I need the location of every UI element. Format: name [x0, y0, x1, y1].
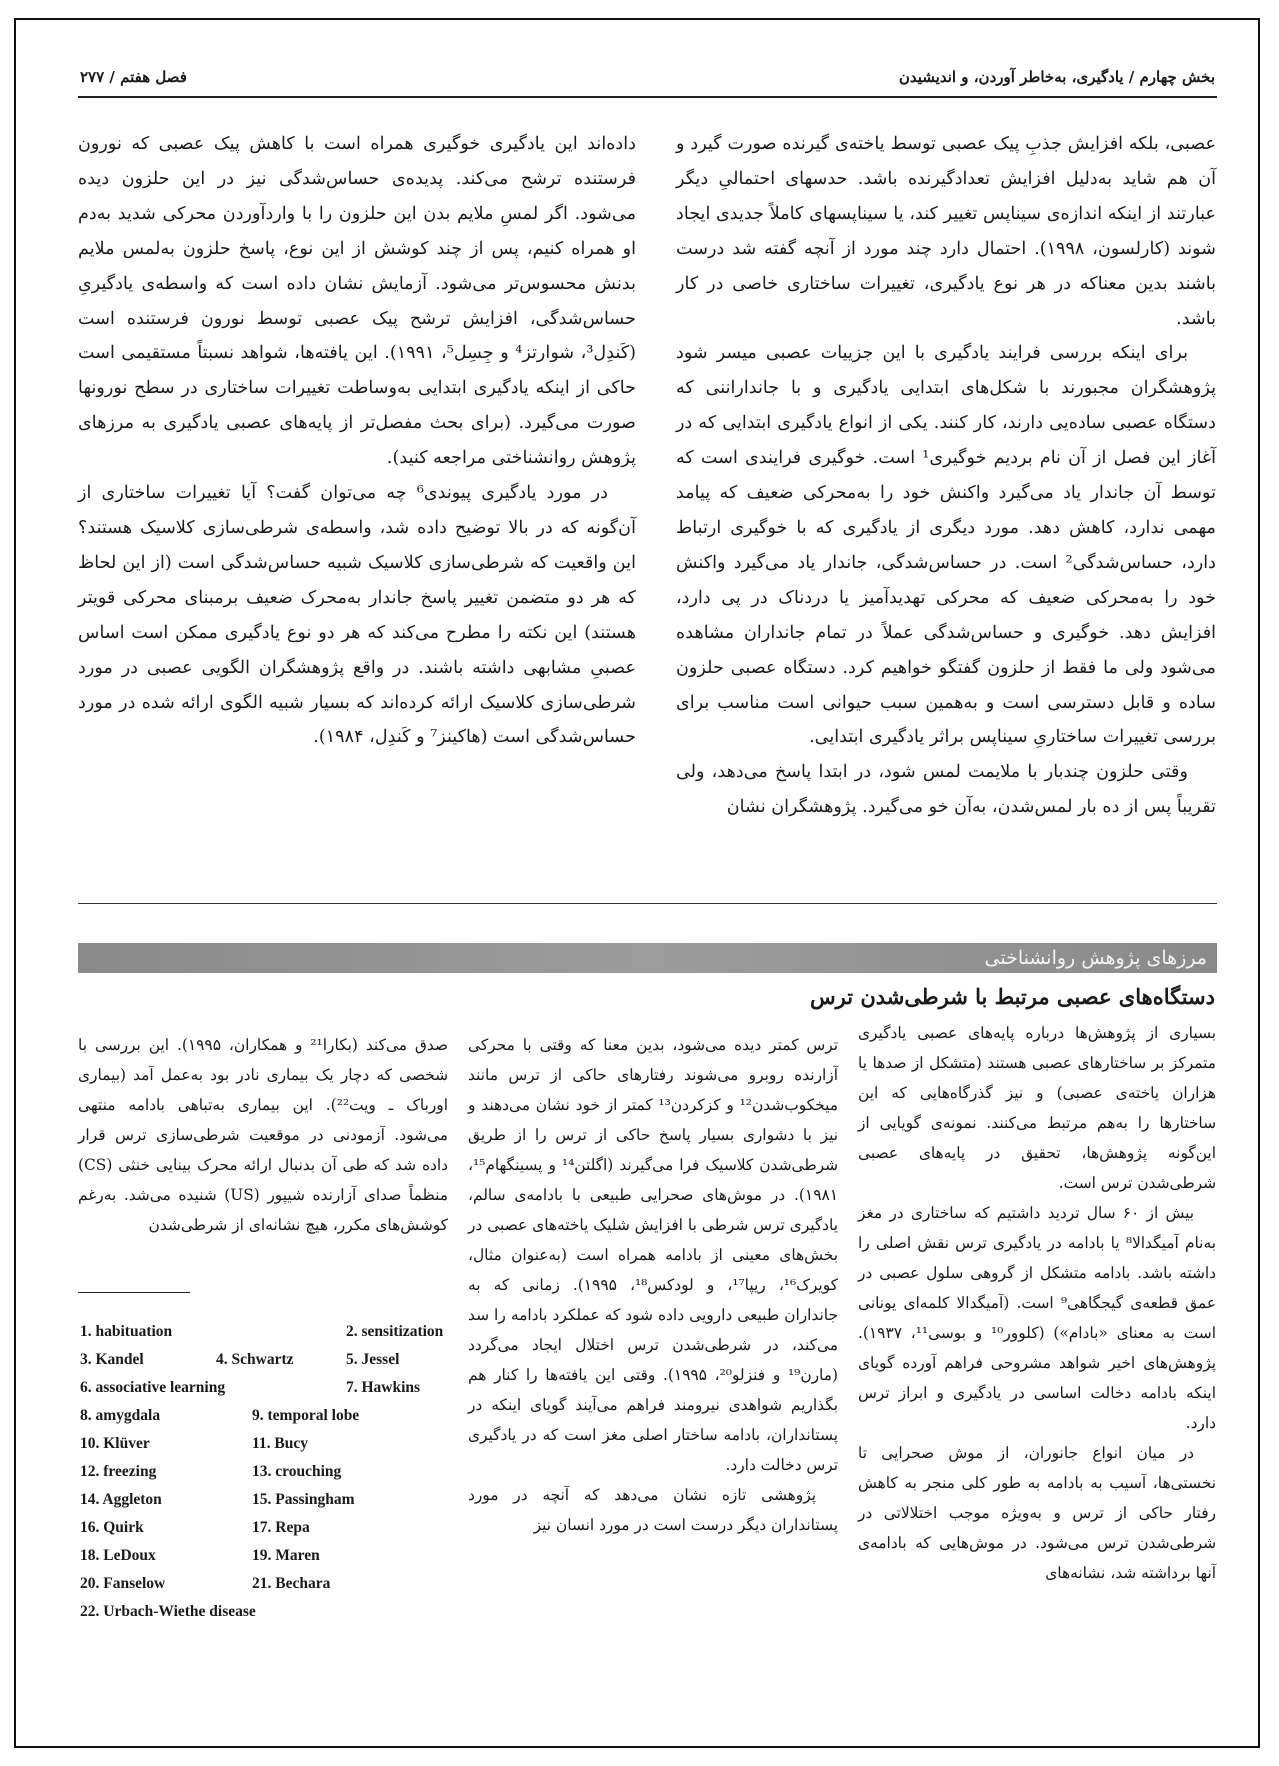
footnote: 14. Aggleton	[80, 1491, 162, 1508]
footnote: 16. Quirk	[80, 1519, 144, 1536]
paragraph: عصبی، بلکه افزایش جذبِ پیک عصبی توسط یاخته‌ی گیرنده صورت گیرد و آن هم شاید به‌دلیل افزایش تعدادگیرنده باشد. حدسهای احتمالیِ دیگر عبارتند از اینکه اندازه‌ی سیناپس تغییر کند، یا سیناپسهای کاملاً جدیدی ایجاد شوند (کارلسون، ۱۹۹۸). احتمال دارد چند مورد از آنچه گفته شد درست باشند بدین معناکه در هر نوع یادگیری، تغییرات ساختاری خاصی در کار باشد.	[676, 134, 1216, 329]
footnote: 12. freezing	[80, 1463, 157, 1480]
paragraph: در مورد یادگیری پیوندی⁶ چه می‌توان گفت؟ آیا تغییرات ساختاری از آن‌گونه که در بالا توضیح داده شد، واسطه‌ی شرطی‌سازی کلاسیک هستند؟ این واقعیت که شرطی‌سازی کلاسیک شبیه حساس‌شدگی است (از این لحاظ که هر دو متضمن تغییر پاسخ جاندار به‌محرک ضعیف برمبنای محرکی قویتر هستند) این نکته را مطرح می‌کند که هر دو نوع یادگیری ممکن است اساس عصبیِ مشابهی داشته باشند. در واقع پژوهشگران الگویی عصبی در مورد شرطی‌سازی کلاسیک ارائه کرده‌اند که بسیار شبیه الگوی ارائه شده در مورد حساس‌شدگی است (هاکینز⁷ و کَندِل، ۱۹۸۴).	[78, 483, 636, 748]
box-column-middle	[468, 1030, 838, 1540]
paragraph: ترس کمتر دیده می‌شود، بدین معنا که وقتی با محرکی آزارنده روبرو می‌شوند رفتارهای حاکی از ترس مانند میخکوب‌شدن¹² و کزکردن¹³ کمتر از خود نشان می‌دهند و نیز با دشواری بسیار پاسخ حاکی از ترس را از طریق شرطی‌شدن کلاسیک فرا می‌گیرند (اگلتن¹⁴ و پسینگهام¹⁵، ۱۹۸۱). در موش‌های صحرایی طبیعی با بادامه‌ی سالم، یادگیری ترس شرطی با افزایش شلیک یاخته‌های عصبی در بخش‌های معینی از بادامه همراه است (به‌عنوان مثال، کویرک¹⁶، ریپا¹⁷، و لودکس¹⁸، ۱۹۹۵). زمانی که به جانداران طبیعی دارویی داده شود که عملکرد بادامه را سد می‌کند، در شرطی‌شدن ترس اختلال ایجاد می‌گردد (مارن¹⁹ و فنزلو²⁰، ۱۹۹۵). وقتی این یافته‌ها را کنار هم بگذاریم شواهدی نیرومند فراهم می‌آیند گویای اینکه در پستانداران، بادامه ساختار اصلی مغز است که در یادگیری ترس دخالت دارد.	[468, 1036, 838, 1474]
paragraph: وقتی حلزون چندبار با ملایمت لمس شود، در ابتدا پاسخ می‌دهد، ولی تقریباً پس از ده بار لمس‌شدن، به‌آن خو می‌گیرد. پژوهشگران نشان	[676, 762, 1216, 818]
running-header-chapter: فصل هفتم / ۲۷۷	[80, 68, 187, 86]
footnote: 2. sensitization	[346, 1323, 444, 1340]
footnote: 17. Repa	[252, 1519, 310, 1536]
paragraph: در میان انواع جانوران، از موش صحرایی تا نخستی‌ها، آسیب به بادامه به طور کلی منجر به کاهش رفتار حاکی از ترس و به‌ویژه موجب اختلالاتی در شرطی‌شدن ترس می‌شود. در موش‌هایی که بادامه‌ی آنها برداشته شد، نشانه‌های	[858, 1444, 1216, 1582]
paragraph: بیش از ۶۰ سال تردید داشتیم که ساختاری در مغز به‌نام آمیگدالا⁸ یا بادامه در یادگیری ترس نقش اصلی را داشته باشد. بادامه متشکل از گروهی سلول عصبی در عمق قطعه‌ی گیجگاهی⁹ است. (آمیگدالا کلمه‌ای یونانی است به معنای «بادام») (کلوور¹⁰ و بوسی¹¹، ۱۹۳۷). پژوهش‌های اخیر شواهد مشروحی فراهم آورده گویای اینکه بادامه دخالت اساسی در یادگیری و ابراز ترس دارد.	[858, 1204, 1216, 1432]
footnote: 22. Urbach-Wiethe disease	[80, 1603, 256, 1620]
footnote: 21. Bechara	[252, 1575, 331, 1592]
header-divider	[78, 96, 1217, 98]
footnote: 18. LeDoux	[80, 1547, 156, 1564]
footnote: 4. Schwartz	[216, 1351, 294, 1368]
footnote: 15. Passingham	[252, 1491, 355, 1508]
footnote-divider	[78, 1292, 190, 1293]
box-column-right	[858, 1018, 1216, 1588]
running-header-part: بخش چهارم / یادگیری، به‌خاطر آوردن، و اندیشیدن	[898, 68, 1215, 86]
paragraph: برای اینکه بررسی فرایند یادگیری با این جزییات عصبی میسر شود پژوهشگران مجبورند با شکل‌های ابتدایی یادگیری و با جانداراننی که دستگاه عصبی ساده‌یی دارند، کار کنند. یکی از انواع یادگیری ابتدایی که در آغاز این فصل از آن نام بردیم خوگیری¹ است. خوگیری فرایندی است که توسط آن جاندار یاد می‌گیرد واکنش خود را به‌محرکی ضعیف که پیامد مهمی ندارد، کاهش دهد. مورد دیگری از یادگیری که با خوگیری ارتباط دارد، حساس‌شدگی² است. در حساس‌شدگی، جاندار یاد می‌گیرد واکنش خود را به‌محرکی ضعیف که محرکی تهدیدآمیز یا دردناک در پی دارد، افزایش دهد. خوگیری و حساس‌شدگی عملاً در تمام جانداران مشاهده می‌شود ولی ما فقط از حلزون گفتگو خواهیم کرد. دستگاه عصبی حلزون ساده و قابل دسترسی است و به‌همین سبب حیوانی است مناسب برای بررسی تغییرات ساختاریِ سیناپس براثر یادگیری ابتدایی.	[676, 343, 1216, 748]
footnote: 6. associative learning	[80, 1379, 226, 1396]
footnote: 8. amygdala	[80, 1407, 161, 1424]
paragraph: پژوهشی تازه نشان می‌دهد که آنچه در مورد پستانداران دیگر درست است در مورد انسان نیز	[468, 1486, 838, 1534]
footnote: 13. crouching	[252, 1463, 342, 1480]
section-divider	[78, 903, 1217, 904]
footnote: 3. Kandel	[80, 1351, 144, 1368]
footnote: 10. Klüver	[80, 1435, 150, 1452]
footnote: 19. Maren	[252, 1547, 320, 1564]
footnote: 7. Hawkins	[346, 1379, 421, 1396]
body-column-left	[78, 127, 636, 755]
footnote: 11. Bucy	[252, 1435, 308, 1452]
footnote: 20. Fanselow	[80, 1575, 166, 1592]
box-column-left	[78, 1030, 448, 1240]
paragraph: بسیاری از پژوهش‌ها درباره پایه‌های عصبی یادگیری متمرکز بر ساختارهای عصبی هستند (متشکل از صدها یا هزاران یاخته‌ی عصبی) و نیز گذرگاه‌هایی که این ساختارها را به‌هم مرتبط می‌کنند. نمونه‌ی گویایی از این‌گونه پژوهش‌ها، تحقیق در پایه‌های عصبی شرطی‌شدن ترس است.	[858, 1024, 1216, 1192]
body-column-right	[676, 127, 1216, 825]
paragraph: داده‌اند این یادگیری خوگیری همراه است با کاهش پیک عصبی که نورون فرستنده ترشح می‌کند. پدیده‌ی حساس‌شدگی نیز در این حلزون دیده می‌شود. اگر لمسِ ملایم بدن این حلزون را با واردآوردن محرکی شدید به‌دم او همراه کنیم، پس از چند کوشش از این نوع، پاسخ حلزون به‌لمس ملایم بدنش محسوس‌تر می‌شود. آزمایش نشان داده است که واسطه‌ی یادگیریِ حساس‌شدگی، افزایش ترشح پیک عصبی توسط نورون فرستنده است (کَندِل³، شوارتز⁴ و جِسِل⁵، ۱۹۹۱). این یافته‌ها، شواهد نسبتاً مستقیمی است حاکی از اینکه یادگیری ابتدایی به‌وساطت تغییرات ساختاری در سطح نورونها صورت می‌گیرد. (برای بحث مفصل‌تر از پایه‌های عصبی یادگیری به مرزهای پژوهش روانشناختی مراجعه کنید).	[78, 134, 636, 469]
footnote: 9. temporal lobe	[252, 1407, 360, 1424]
box-band-title: مرزهای پژوهش روانشناختی	[78, 943, 1217, 973]
footnote: 5. Jessel	[346, 1351, 400, 1368]
paragraph: صدق می‌کند (بکارا²¹ و همکاران، ۱۹۹۵). این بررسی با شخصی که دچار یک بیماری نادر بود به‌عمل آمد (بیماری اورباک ـ ویت²²). این بیماری به‌تباهی بادامه منتهی می‌شود. آزمودنی در موقعیت شرطی‌سازی ترس قرار داده شد که طی آن بدنبال ارائه محرک بینایی خنثی (CS) منظماً صدای آزارنده شیپور (US) شنیده می‌شد. به‌رغم کوشش‌های مکرر، هیچ نشانه‌ای از شرطی‌شدن	[78, 1036, 449, 1234]
footnote: 1. habituation	[80, 1323, 173, 1340]
box-heading: دستگاه‌های عصبی مرتبط با شرطی‌شدن ترس	[809, 984, 1215, 1009]
